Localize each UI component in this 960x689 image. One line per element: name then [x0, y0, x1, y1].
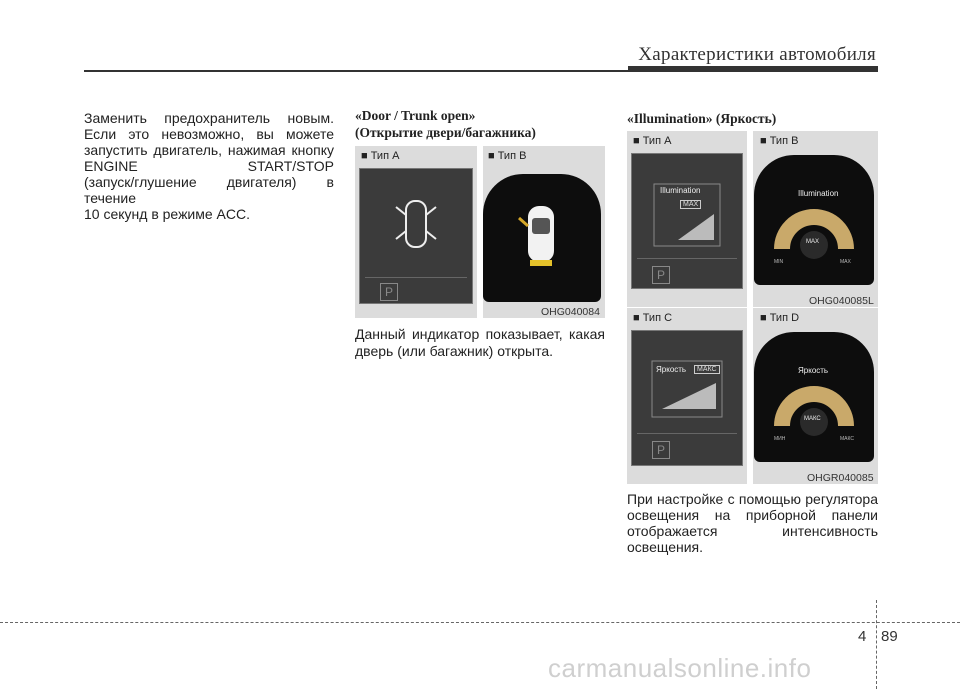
text-line: дверь (или багажник) открыта. — [355, 343, 554, 359]
text-line: Если это невозможно, вы можете — [84, 126, 334, 142]
brightness-dial — [754, 332, 874, 462]
text-line: Заменить предохранитель новым. — [84, 110, 334, 126]
dial-max-text: MAX — [806, 239, 820, 245]
illum-title: Illumination — [798, 189, 839, 198]
illumination-description — [627, 491, 878, 555]
text-line: освещения. — [627, 539, 704, 555]
illumination-figure-bottom — [627, 308, 878, 484]
brightness-dial — [754, 155, 874, 285]
illum-screen-type-d — [754, 332, 874, 462]
fuse-replacement-text — [84, 110, 334, 222]
dial-min-label: MIN — [774, 259, 784, 265]
illum-caption-top: OHG040085L — [809, 295, 874, 307]
parking-p-icon: P — [380, 283, 398, 301]
illum-title: Яркость — [656, 365, 687, 374]
illum-title: Яркость — [798, 366, 829, 375]
car-door-open-icon — [360, 169, 472, 303]
dial-max-label: МАКС — [840, 436, 854, 442]
text-line: При настройке с помощью регулятора — [627, 491, 878, 507]
text-line: освещения на приборной панели — [627, 507, 878, 523]
brightness-bar-graph — [632, 331, 742, 465]
parking-p-icon: P — [652, 441, 670, 459]
footer-rule — [0, 622, 960, 623]
illum-max-box: MAX — [680, 200, 701, 209]
door-figure-panel — [355, 146, 605, 318]
dial-max-text: МАКС — [804, 416, 821, 422]
type-b-label: ■ Тип B — [488, 150, 527, 162]
watermark: carmanualsonline.info — [548, 653, 812, 683]
illumination-heading: «Illumination» (Яркость) — [627, 111, 777, 126]
door-screen-type-a — [359, 168, 473, 304]
car-trunk-open-icon — [483, 174, 601, 302]
door-heading-line-2: (Открытие двери/багажника) — [355, 125, 536, 140]
header-rule — [84, 70, 878, 72]
brightness-bar-graph — [632, 154, 742, 288]
illum-caption-bottom: OHGR040085 — [807, 472, 874, 484]
chapter-number: 4 — [858, 628, 867, 645]
illum-max-box: МАКС — [694, 365, 720, 374]
parking-p-icon: P — [652, 266, 670, 284]
illum-screen-type-c — [631, 330, 743, 466]
text-line: (запуск/глушение двигателя) в течение — [84, 174, 334, 206]
panel-divider — [747, 308, 753, 484]
dial-min-label: МИН — [774, 436, 786, 442]
page-header-title: Характеристики автомобиля — [638, 44, 876, 65]
type-b-label: ■ Тип B — [760, 135, 799, 147]
type-a-label: ■ Тип A — [633, 135, 672, 147]
type-d-label: ■ Тип D — [760, 312, 800, 324]
illumination-figure-top — [627, 131, 878, 307]
panel-divider — [747, 131, 753, 307]
dial-max-label: MAX — [840, 259, 851, 265]
text-line: отображается интенсивность — [627, 523, 878, 539]
door-screen-type-b — [483, 174, 601, 302]
type-c-label: ■ Тип C — [633, 312, 673, 324]
illum-title: Illumination — [660, 186, 701, 195]
door-figure-caption: OHG040084 — [541, 306, 600, 318]
door-section-heading — [355, 107, 536, 141]
text-line: 10 секунд в режиме ACC. — [84, 206, 250, 222]
text-line: Данный индикатор показывает, какая — [355, 326, 605, 342]
illum-screen-type-b — [754, 155, 874, 285]
illum-screen-type-a — [631, 153, 743, 289]
door-description — [355, 326, 605, 360]
footer-vertical-rule — [876, 600, 877, 689]
type-a-label: ■ Тип A — [361, 150, 400, 162]
text-line: ENGINE START/STOP — [84, 158, 334, 174]
page-number: 89 — [881, 628, 898, 645]
text-line: запустить двигатель, нажимая кнопку — [84, 142, 334, 158]
door-heading-line-1: «Door / Trunk open» — [355, 108, 476, 123]
